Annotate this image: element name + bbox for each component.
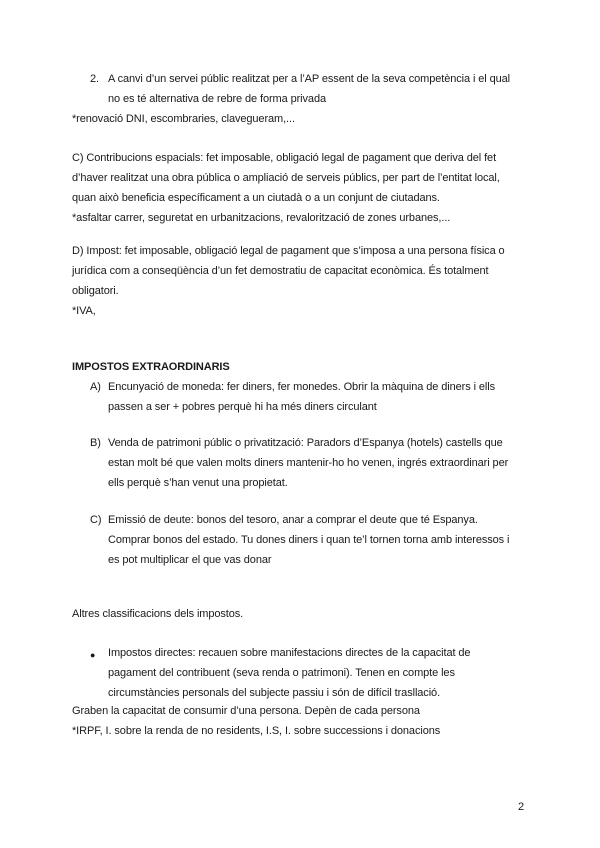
text-line: Venda de patrimoni públic o privatització: Paradors d’Espanya (hotels) castells que <box>108 437 503 449</box>
paragraph-after <box>72 701 440 741</box>
text-line: pagament del contribuent (seva renda o patrimoni). Tenen en compte les <box>108 667 455 679</box>
text-line: Emissió de deute: bonos del tesoro, anar a comprar el deute que té Espanya. <box>108 514 478 526</box>
text-line: no es té alternativa de rebre de forma privada <box>108 93 326 105</box>
text-line: *asfaltar carrer, seguretat en urbanitzacions, revalorització de zones urbanes,... <box>72 212 451 224</box>
note-line: *renovació DNI, escombraries, clavegueram,... <box>72 113 295 125</box>
text-line: D) Impost: fet imposable, obligació legal de pagament que s’imposa a una persona física o <box>72 245 505 257</box>
text-line: Graben la capacitat de consumir d’una persona. Depèn de cada persona <box>72 705 420 717</box>
text-line: quan això beneficia específicament a un ciutadà o a un conjunt de ciutadans. <box>72 192 440 204</box>
text-line: estan molt bé que valen molts diners mantenir-ho ho venen, ingrés extraordinari per <box>108 457 509 469</box>
list-item-c <box>108 510 509 570</box>
list-item-b <box>108 433 508 493</box>
list-marker: A) <box>90 381 101 393</box>
text-line: circumstàncies personals del subjecte passiu i són de difícil trasllació. <box>108 687 441 699</box>
text-line: ells perquè s’han venut una propietat. <box>108 477 288 489</box>
text-line: es pot multiplicar el que vas donar <box>108 554 272 566</box>
text-line: Comprar bonos del estado. Tu dones diners i quan te’l tornen torna amb interessos i <box>108 534 510 546</box>
text-line: A canvi d’un servei públic realitzat per a l’AP essent de la seva competència i el qual <box>108 73 510 85</box>
text-line: *IVA, <box>72 305 96 317</box>
text-line: jurídica com a conseqüència d’un fet demostratiu de capacitat econòmica. És totalment <box>72 265 489 277</box>
text-line: *IRPF, I. sobre la renda de no residents, I.S, I. sobre successions i donacions <box>72 725 441 737</box>
list-marker: B) <box>90 437 101 449</box>
list-item-2 <box>108 69 510 109</box>
paragraph-impost <box>72 241 505 321</box>
text-line: Impostos directes: recauen sobre manifestacions directes de la capacitat de <box>108 647 471 659</box>
bullet-item-directes <box>108 643 470 703</box>
section-heading: IMPOSTOS EXTRAORDINARIS <box>72 361 230 373</box>
text-line: passen a ser + pobres perquè hi ha més diners circulant <box>108 401 377 413</box>
text-line: d’haver realitzat una obra pública o ampliació de serveis públics, per part de l’entitat local, <box>72 172 500 184</box>
page-number: 2 <box>518 801 525 813</box>
text-line: obligatori. <box>72 285 119 297</box>
bullet-icon: ● <box>90 650 96 660</box>
list-item-a <box>108 377 495 417</box>
text-line: Encunyació de moneda: fer diners, fer monedes. Obrir la màquina de diners i ells <box>108 381 495 393</box>
paragraph-altres: Altres classificacions dels impostos. <box>72 608 244 620</box>
list-marker: C) <box>90 514 102 526</box>
text-line: C) Contribucions espacials: fet imposable, obligació legal de pagament que deriva del fet <box>72 152 497 164</box>
list-number: 2. <box>90 73 99 85</box>
paragraph-contribucions <box>72 148 500 228</box>
